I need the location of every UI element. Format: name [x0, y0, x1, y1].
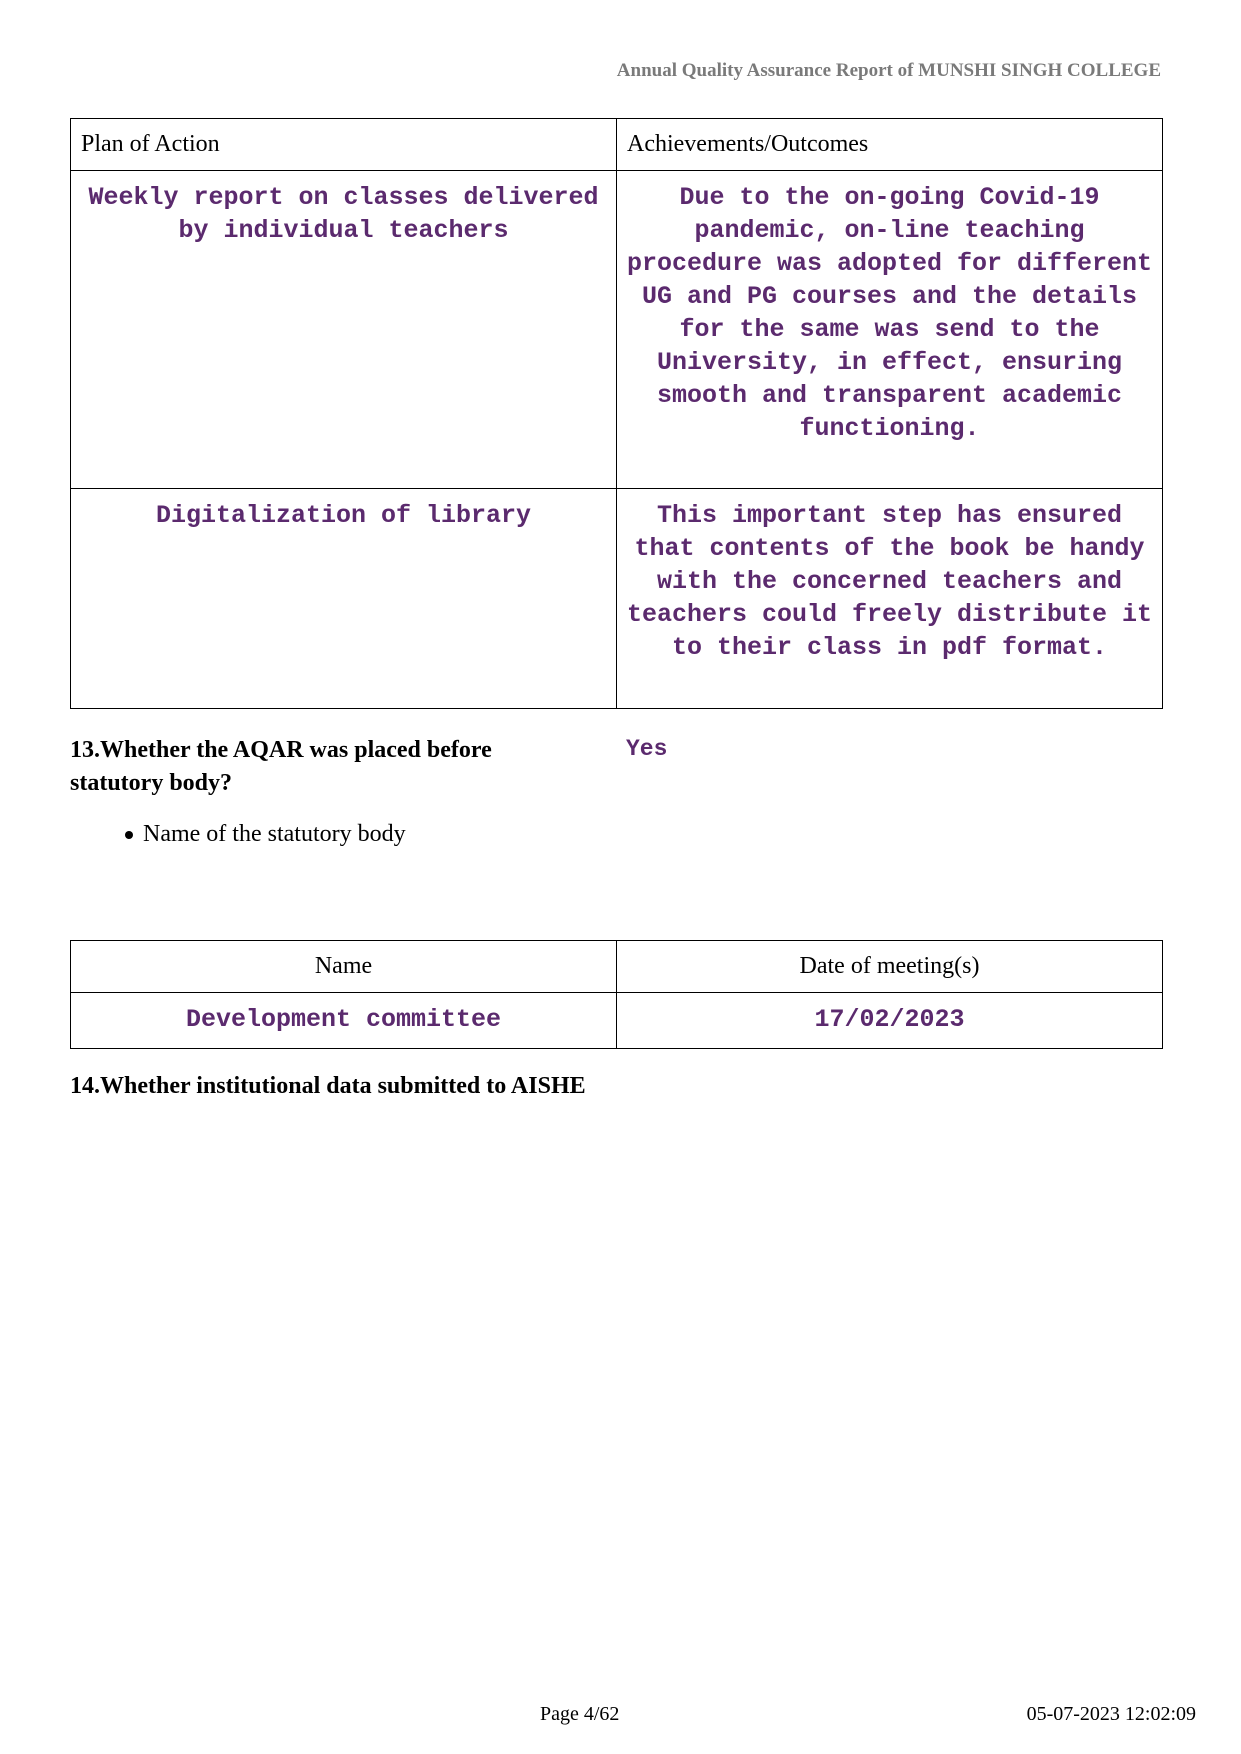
generated-timestamp: 05-07-2023 12:02:09: [1026, 1703, 1196, 1725]
table-header-row: [71, 941, 1163, 993]
plan-cell: Weekly report on classes delivered by individual teachers: [71, 171, 617, 489]
statutory-body-label: Name of the statutory body: [143, 821, 406, 847]
plan-cell: Digitalization of library: [71, 489, 617, 709]
report-header: Annual Quality Assurance Report of MUNSHI SINGH COLLEGE: [616, 60, 1161, 81]
column-header-name: Name: [71, 941, 617, 993]
page-number: Page 4/62: [540, 1703, 620, 1725]
table-header-row: [71, 119, 1163, 171]
question-13-answer: Yes: [626, 736, 668, 762]
bullet-icon: [125, 831, 133, 839]
question-13-title: 13.Whether the AQAR was placed before statutory body?: [70, 737, 492, 796]
table-row: [71, 993, 1163, 1049]
column-header-plan: Plan of Action: [71, 119, 617, 171]
question-14-title: 14.Whether institutional data submitted to AISHE: [70, 1073, 586, 1099]
committee-name-cell: Development committee: [71, 993, 617, 1049]
column-header-outcomes: Achievements/Outcomes: [617, 119, 1163, 171]
column-header-date: Date of meeting(s): [617, 941, 1163, 993]
outcome-cell: This important step has ensured that contents of the book be handy with the concerned teachers and teachers could freely distribute it to their class in pdf format.: [617, 489, 1163, 709]
outcome-cell: Due to the on-going Covid-19 pandemic, on-line teaching procedure was adopted for different UG and PG courses and the details for the same was send to the University, in effect, ensuring smooth and transparent academic functioning.: [617, 171, 1163, 489]
plan-of-action-table: [70, 118, 1163, 709]
meeting-date-cell: 17/02/2023: [617, 993, 1163, 1049]
statutory-body-table: [70, 940, 1163, 1049]
statutory-body-bullet: [125, 821, 406, 848]
table-row: [71, 171, 1163, 489]
table-row: [71, 489, 1163, 709]
